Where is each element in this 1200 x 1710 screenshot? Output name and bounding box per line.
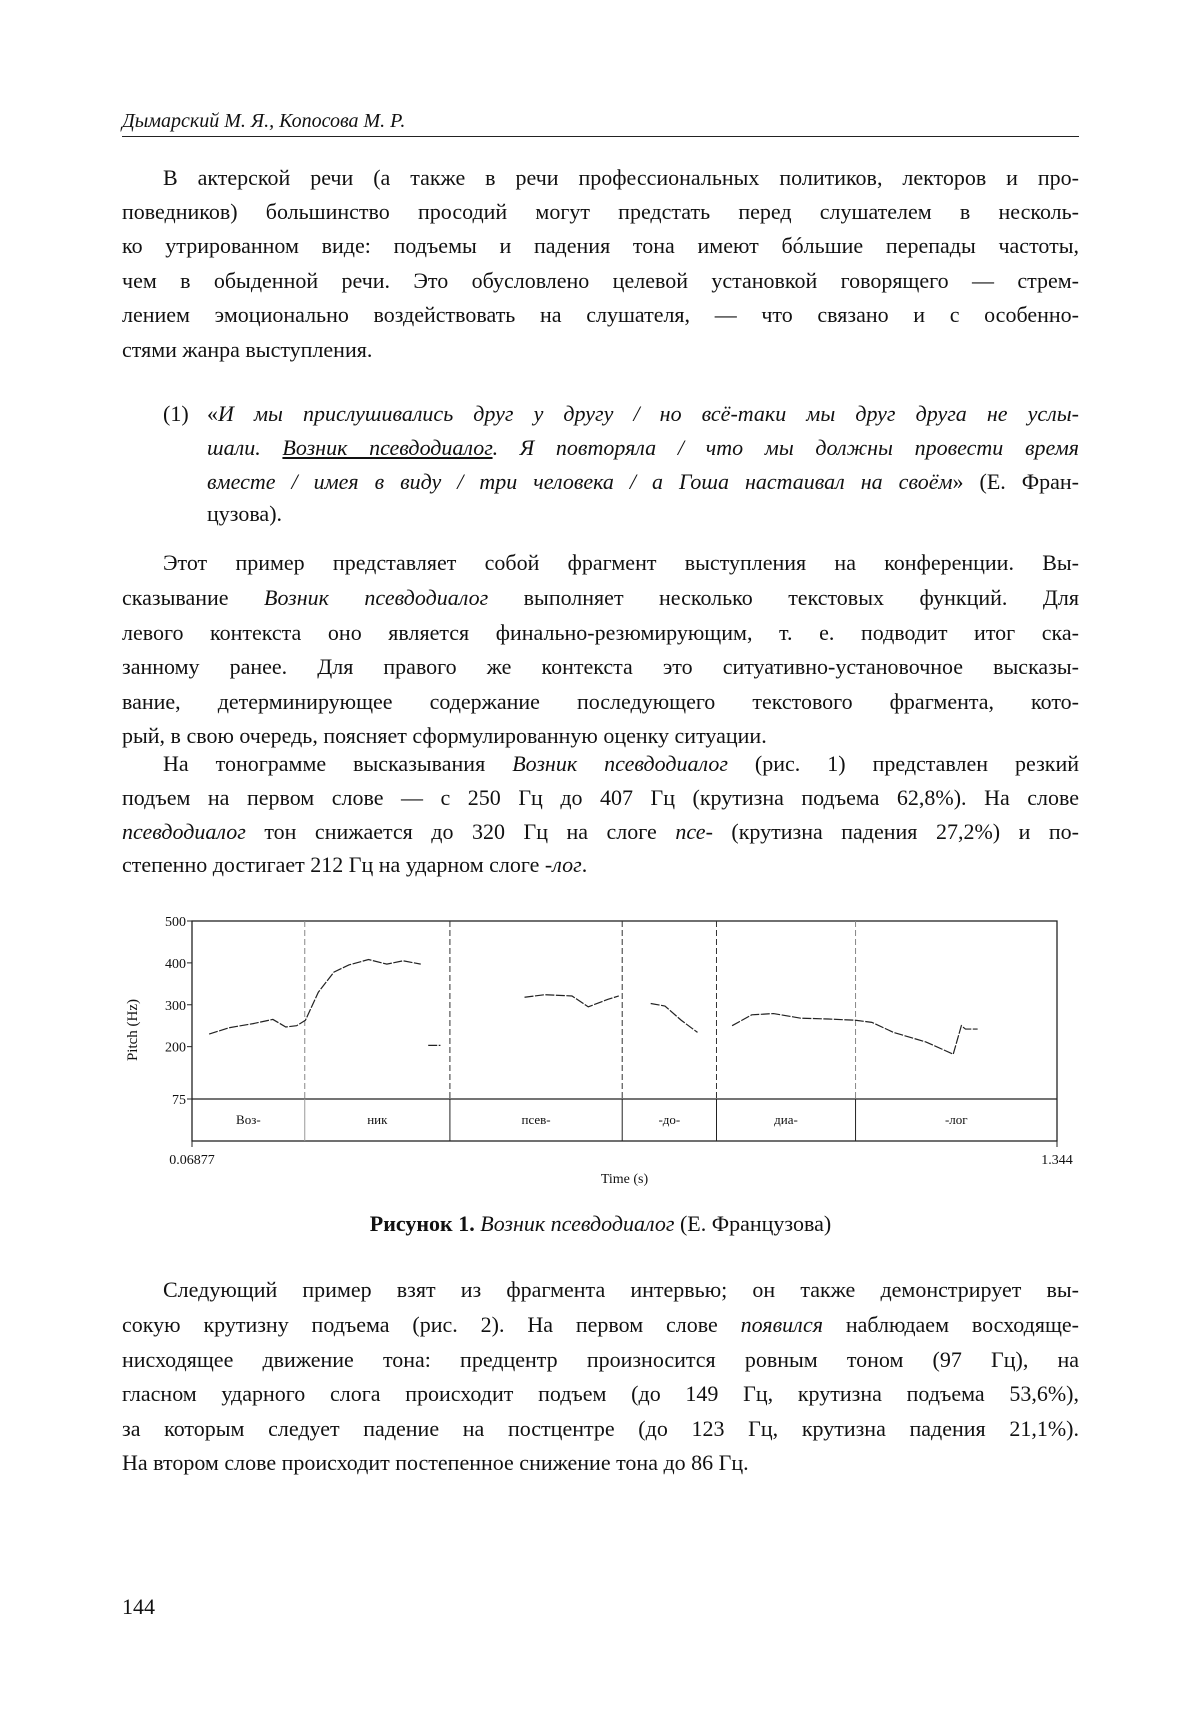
- text-run: шали.: [207, 435, 283, 460]
- text-run: псе: [675, 819, 706, 844]
- text-run: рый, в свою очередь, поясняет сформулированную оценку ситуации.: [122, 723, 767, 748]
- text-line: [122, 785, 1079, 811]
- text-line: [163, 165, 1079, 191]
- text-run: чем в обыденной речи. Это обусловлено целевой установкой говорящего — стрем-: [122, 268, 1079, 293]
- text-run: вание, детерминирующее содержание последующего текстового фрагмента, кото-: [122, 689, 1079, 714]
- text-run: На втором слове происходит постепенное снижение тона до 86 Гц.: [122, 1450, 749, 1475]
- text-line: [122, 337, 1079, 363]
- text-line: [122, 654, 1079, 680]
- text-run: подъем на первом слове — с 250 Гц до 407 Гц (крутизна подъема 62,8%). На слове: [122, 785, 1079, 810]
- text-run: «: [207, 401, 218, 426]
- text-run: . Я повторяла / что мы должны провести время: [492, 435, 1080, 460]
- pitch-contour: [525, 995, 619, 1007]
- text-run: - (крутизна падения 27,2%) и по-: [705, 819, 1080, 844]
- x-tick-label: 0.06877: [169, 1153, 215, 1168]
- text-run: Следующий пример взят из фрагмента интервью; он также демонстрирует вы-: [163, 1277, 1079, 1302]
- y-tick-label: 75: [172, 1093, 186, 1108]
- text-line: [122, 1416, 1079, 1442]
- syllable-label: ник: [367, 1112, 388, 1127]
- text-run: псевдодиалог: [122, 819, 246, 844]
- syllable-label: -лог: [944, 1112, 968, 1127]
- text-line: [207, 401, 1079, 427]
- text-line: [122, 1381, 1079, 1407]
- syllable-label: псев-: [521, 1112, 551, 1127]
- text-line: [122, 1312, 1079, 1338]
- pitch-chart: [100, 900, 1100, 1200]
- text-run: сокую крутизну подъема (рис. 2). На первом слове: [122, 1312, 741, 1337]
- text-run: нисходящее движение тона: предцентр произносится ровным тоном (97 Гц), на: [122, 1347, 1079, 1372]
- text-run: поведников) большинство просодий могут предстать перед слушателем в несколь-: [122, 199, 1079, 224]
- text-run: появился: [740, 1312, 823, 1337]
- text-line: [122, 199, 1079, 225]
- text-line: [122, 302, 1079, 328]
- text-line: [207, 469, 1079, 495]
- text-line: [122, 620, 1079, 646]
- pitch-contour: [209, 960, 421, 1035]
- text-run: цузова).: [207, 501, 283, 526]
- text-run: тон снижается до 320 Гц на слоге: [245, 819, 676, 844]
- text-line: [207, 501, 1079, 527]
- text-run: вместе / имея в виду / три человека / а Гоша настаивал на своём: [207, 469, 953, 494]
- text-line: [163, 751, 1079, 777]
- plot-frame: [192, 921, 1057, 1141]
- text-run: .: [581, 852, 588, 877]
- text-run: ко утрированном виде: подъемы и падения тона имеют бóльшие перепады частоты,: [122, 233, 1079, 258]
- text-run: (рис. 1) представлен резкий: [727, 751, 1079, 776]
- text-line: [122, 819, 1079, 845]
- syllable-label: Воз-: [236, 1112, 261, 1127]
- text-run: левого контекста оно является финально-резюмирующим, т. е. подводит итог ска-: [122, 620, 1079, 645]
- running-header: Дымарский М. Я., Копосова М. Р.: [122, 110, 406, 132]
- text-line: [122, 233, 1079, 259]
- text-run: И мы прислушивались друг у другу / но всё-таки мы друг друга не услы-: [218, 401, 1079, 426]
- text-line: [122, 1450, 1079, 1476]
- x-axis-label: Time (s): [600, 1172, 649, 1187]
- text-run: за которым следует падение на постцентре (до 123 Гц, крутизна падения 21,1%).: [122, 1416, 1079, 1441]
- text-run: сказывание: [122, 585, 264, 610]
- text-line: [122, 852, 1079, 878]
- text-line: [163, 1277, 1079, 1303]
- text-run: Рисунок 1.: [369, 1211, 475, 1236]
- text-run: Возник псевдодиалог: [512, 751, 728, 776]
- text-line: [122, 689, 1079, 715]
- y-tick-label: 400: [165, 956, 186, 972]
- y-tick-label: 200: [165, 1040, 186, 1056]
- syllable-label: -до-: [658, 1112, 681, 1127]
- text-run: занному ранее. Для правого же контекста это ситуативно-установочное высказы-: [122, 654, 1079, 679]
- text-run: Возник псевдодиалог: [474, 1211, 675, 1236]
- text-run: На тонограмме высказывания: [163, 751, 513, 776]
- text-run: лением эмоционально воздействовать на слушателя, — что связано и с особенно-: [122, 302, 1079, 327]
- pitch-contour: [651, 1004, 698, 1033]
- text-run: (Е. Французова): [674, 1211, 832, 1236]
- pitch-contour: [732, 1014, 978, 1055]
- y-axis-label: Pitch (Hz): [125, 998, 141, 1062]
- text-run: степенно достигает 212 Гц на ударном слоге -: [122, 852, 553, 877]
- text-line: [122, 1347, 1079, 1373]
- text-line: [122, 585, 1079, 611]
- text-run: В актерской речи (а также в речи профессиональных политиков, лекторов и про-: [163, 165, 1079, 190]
- syllable-label: диа-: [774, 1112, 798, 1127]
- text-run: Возник псевдодиалог: [264, 585, 489, 610]
- x-tick-label: 1.344: [1041, 1153, 1073, 1168]
- text-line: [122, 723, 1079, 749]
- text-run: Этот пример представляет собой фрагмент выступления на конференции. Вы-: [163, 550, 1079, 575]
- text-run: лог: [552, 852, 582, 877]
- text-line: [207, 435, 1079, 461]
- y-tick-label: 500: [165, 915, 186, 930]
- example-number: (1): [163, 401, 189, 426]
- text-run: гласном ударного слога происходит подъем (до 149 Гц, крутизна подъема 53,6%),: [122, 1381, 1079, 1406]
- text-run: выполняет несколько текстовых функций. Для: [488, 585, 1079, 610]
- figure-caption: [122, 1211, 1079, 1237]
- text-run: стями жанра выступления.: [122, 337, 373, 362]
- page-number: 144: [122, 1594, 155, 1619]
- text-run: » (Е. Фран-: [952, 469, 1080, 494]
- text-run: наблюдаем восходяще-: [823, 1312, 1079, 1337]
- text-line: [163, 550, 1079, 576]
- text-line: [122, 268, 1079, 294]
- header-rule: [122, 136, 1079, 137]
- text-run: Возник псевдодиалог: [282, 435, 493, 460]
- y-tick-label: 300: [165, 998, 186, 1014]
